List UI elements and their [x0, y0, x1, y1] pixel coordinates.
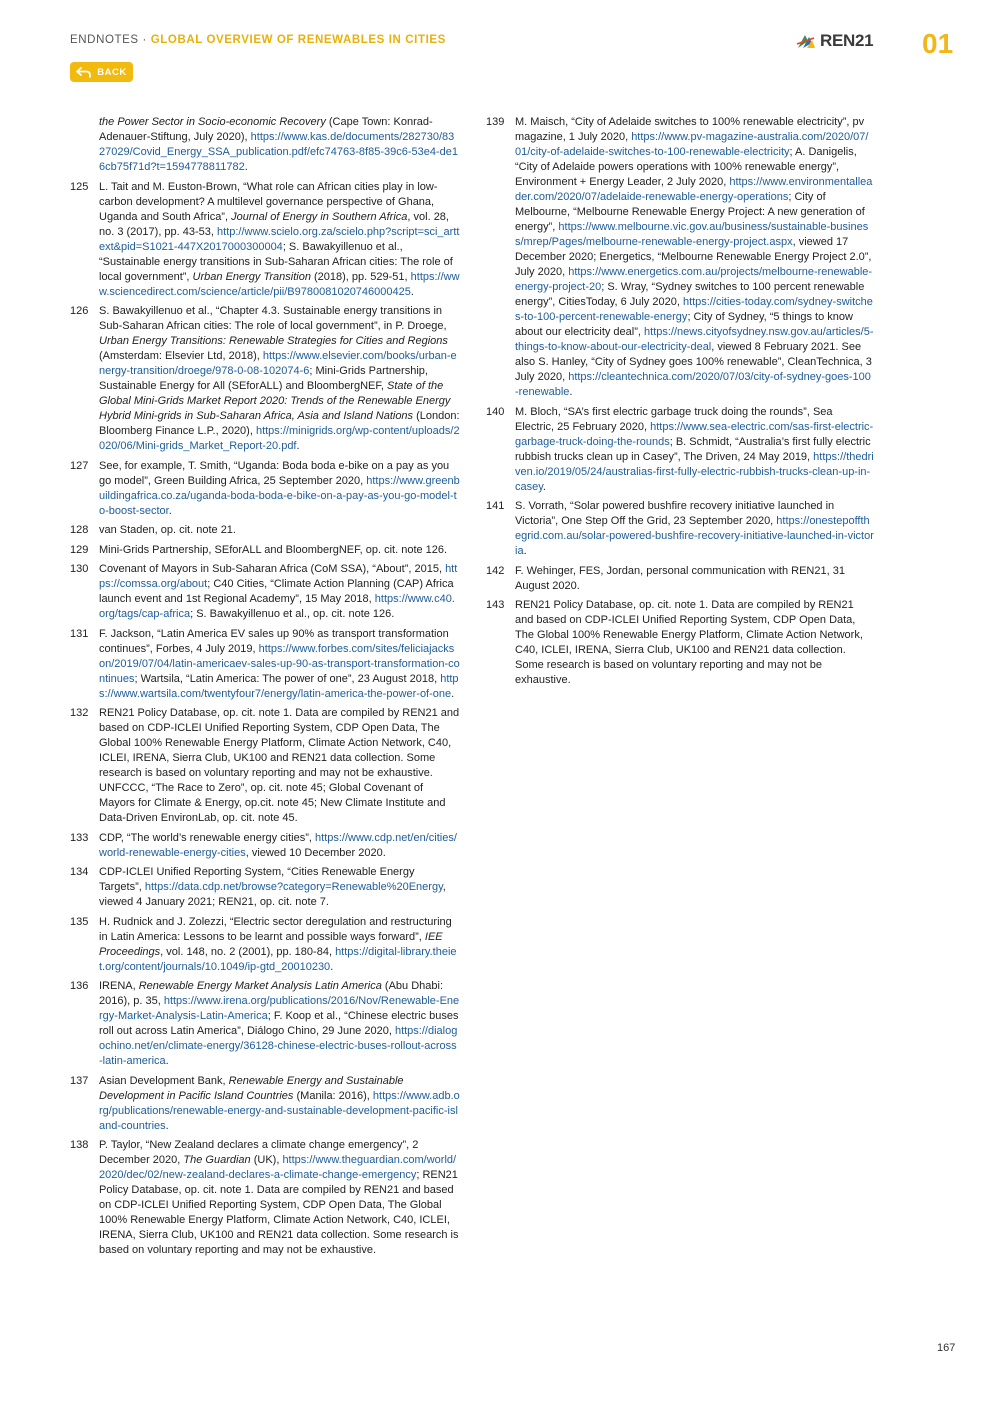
endnote-126: 126 S. Bawakyillenuo et al., “Chapter 4.3. Sustainable energy transitions in Sub-Saharan African cities: The role of local government”, in P. Droege, Urban Energy Transitions: Renewable Strategies for Cities and Regions (Amsterdam: Elsevier Ltd, 2018), https://www.elsevier.com/books/urban-energy-transition/droege/978-0-08-102074-6; Mini-Grids Partnership, Sustainable Energy for All (SEforALL) and BloombergNEF, State of the Global Mini-Grids Market Report 2020: Trends of the Renewable Energy Hybrid Mini-grids in Sub-Saharan Africa, Asia and Island Nations (London: Bloomberg Finance L.P., 2020), https://minigrids.org/wp-content/uploads/2020/06/Mini-grids_Market_Report-20.pdf.: [70, 305, 460, 452]
endnotes-column-right: [486, 115, 874, 693]
endnote-link[interactable]: https://cleantechnica.com/2020/07/03/city-of-sydney-goes-100-renewable: [515, 371, 871, 398]
endnote-number: 135: [70, 915, 89, 928]
endnote-138: 138 P. Taylor, “New Zealand declares a climate change emergency”, 2 December 2020, The Guardian (UK), https://www.theguardian.com/world/2020/dec/02/new-zealand-declares-a-climate-change-emergency; REN21 Policy Database, op. cit. note 1. Data are compiled by REN21 and based on CDP-ICLEI Unified Reporting System, CDP Open Data, The Global 100% Renewable Energy Platform, Climate Action Network, C40, ICLEI, IRENA, Sierra Club, UK100 and REN21 data collection. Some research is based on voluntary reporting and may not be exhaustive.: [70, 1139, 459, 1256]
endnote-134: 134 CDP-ICLEI Unified Reporting System, “Cities Renewable Energy Targets”, https://data.cdp.net/browse?category=Renewable%20Energy, viewed 4 January 2021; REN21, op. cit. note 7.: [70, 866, 446, 908]
page-number: 167: [937, 1342, 956, 1354]
endnote-number: 127: [70, 459, 89, 472]
endnote-link[interactable]: https://www.environmentalleader.com/2020/07/adelaide-renewable-energy-operations: [515, 176, 873, 203]
endnote-number: 143: [486, 599, 505, 611]
endnote-link[interactable]: https://www.greenbuildingafrica.co.za/uganda-boda-boda-e-bike-on-a-pay-as-you-go-model-to-boost-sector: [99, 474, 460, 517]
endnote-number: 131: [70, 627, 89, 640]
back-arrow-icon: [76, 67, 92, 78]
endnote-link[interactable]: https://thedriven.io/2019/05/24/australias-first-fully-electric-rubbish-trucks-clean-up-in-casey: [515, 450, 874, 493]
endnote-number: 126: [70, 305, 89, 317]
chapter-number: 01: [922, 28, 954, 59]
endnote-number: 132: [70, 707, 89, 719]
endnote-136: 136 IRENA, Renewable Energy Market Analysis Latin America (Abu Dhabi: 2016), p. 35, https://www.irena.org/publications/2016/Nov/Renewable-Energy-Market-Analysis-Latin-America; F. Koop et al., “Chinese electric buses roll out across Latin America”, Diálogo Chino, 29 June 2020, https://dialogochino.net/en/climate-energy/36128-chinese-electric-buses-rollout-across-latin-america.: [70, 980, 460, 1067]
endnote-125: 125 L. Tait and M. Euston-Brown, “What role can African cities play in low-carbon development? A multilevel governance perspective of Ghana, Uganda and South Africa”, Journal of Energy in Southern Africa, vol. 28, no. 3 (2017), pp. 43-53, http://www.scielo.org.za/scielo.php?script=sci_arttext&pid=S1021-447X2017000300004; S. Bawakyillenuo et al., “Sustainable energy transitions in Sub-Saharan African cities: The role of local government”, Urban Energy Transition (2018), pp. 529-51, https://www.sciencedirect.com/science/article/pii/B9780081020746000425.: [70, 180, 460, 298]
endnote-number: 141: [486, 500, 505, 512]
endnote-133: 133 CDP, “The world’s renewable energy cities”, https://www.cdp.net/en/cities/world-renewable-energy-cities, viewed 10 December 2020.: [70, 831, 457, 859]
endnote-128: 128 van Staden, op. cit. note 21.: [70, 524, 236, 536]
header-separator: ·: [138, 34, 151, 46]
back-button[interactable]: [70, 62, 133, 82]
endnote-link[interactable]: https://www.irena.org/publications/2016/Nov/Renewable-Energy-Market-Analysis-Latin-America: [99, 995, 460, 1022]
endnote-link[interactable]: https://www.melbourne.vic.gov.au/business/sustainable-business/mrep/Pages/melbourne-renewable-energy-project.aspx: [515, 221, 869, 248]
endnote-link[interactable]: https://www.theguardian.com/world/2020/dec/02/new-zealand-declares-a-climate-change-emergency: [99, 1154, 457, 1181]
endnote-number: 128: [70, 524, 89, 536]
endnote-link[interactable]: https://www.kas.de/documents/282730/8327029/Covid_Energy_SSA_publication.pdf/efc74763-8f85-39c6-53e4-de16cb75f71d?t=1594778811782: [99, 131, 458, 173]
endnote-143: 143 REN21 Policy Database, op. cit. note 1. Data are compiled by REN21 and based on CDP-ICLEI Unified Reporting System, CDP Open Data, The Global 100% Renewable Energy Platform, Climate Action Network, C40, ICLEI, IRENA, Sierra Club, UK100 and REN21 data collection. Some research is based on voluntary reporting and may not be exhaustive.: [486, 599, 863, 686]
endnote-140: 140 M. Bloch, “SA’s first electric garbage truck doing the rounds”, Sea Electric, 25 February 2020, https://www.sea-electric.com/sas-first-electric-garbage-truck-doing-the-rounds; B. Schmidt, “Australia’s first fully electric rubbish trucks clean up in Casey”, The Driven, 24 May 2019, https://thedriven.io/2019/05/24/australias-first-fully-electric-rubbish-trucks-clean-up-in-casey.: [486, 405, 874, 493]
endnote-link[interactable]: https://www.c40.org/tags/cap-africa: [99, 593, 455, 620]
endnote-link[interactable]: https://data.cdp.net/browse?category=Renewable%20Energy: [144, 881, 443, 893]
endnote-link[interactable]: https://www.energetics.com.au/projects/melbourne-renewable-energy-project-20: [515, 266, 873, 293]
endnote-141: 141 S. Vorrath, “Solar powered bushfire recovery initiative launched in Victoria”, One Step Off the Grid, 23 September 2020, https://onestepoffthegrid.com.au/solar-powered-bushfire-recovery-initiative-launched-in-victoria.: [486, 500, 874, 557]
endnote-number: 125: [70, 180, 89, 193]
endnote-135: 135 H. Rudnick and J. Zolezzi, “Electric sector deregulation and restructuring in Latin America: Lessons to be learnt and possible ways forward”, IEE Proceedings, vol. 148, no. 2 (2001), pp. 180-84, https://digital-library.theiet.org/content/journals/10.1049/ip-gtd_20010230.: [70, 915, 457, 973]
endnote-130: 130 Covenant of Mayors in Sub-Saharan Africa (CoM SSA), “About”, 2015, https://comssa.org/about; C40 Cities, “Climate Action Planning (CAP) Africa launch event and 1st Regional Academy”, 15 May 2018, https://www.c40.org/tags/cap-africa; S. Bawakyillenuo et al., op. cit. note 126.: [70, 563, 458, 620]
ren21-logo-icon: [796, 32, 816, 50]
section-title: GLOBAL OVERVIEW OF RENEWABLES IN CITIES: [150, 34, 446, 46]
ren21-logo: [796, 31, 873, 51]
endnote-link[interactable]: https://www.wartsila.com/twentyfour7/energy/latin-america-the-power-of-one: [99, 672, 459, 700]
endnotes-column-left: [70, 115, 460, 1263]
logo-text: REN21: [820, 31, 874, 50]
endnote-127: 127 See, for example, T. Smith, “Uganda: Boda boda e-bike on a pay as you go model”, Green Building Africa, 25 September 2020, https://www.greenbuildingafrica.co.za/uganda-boda-boda-e-bike-on-a-pay-as-you-go-model-to-boost-sector.: [70, 459, 460, 517]
endnote-number: 140: [486, 405, 505, 418]
endnote-link[interactable]: https://news.cityofsydney.nsw.gov.au/articles/5-things-to-know-about-our-electricity-deal: [515, 326, 874, 353]
endnote-link[interactable]: http://www.scielo.org.za/scielo.php?script=sci_arttext&pid=S1021-447X2017000300004: [99, 225, 460, 253]
endnote-number: 142: [486, 564, 505, 577]
endnote-link[interactable]: https://www.pv-magazine-australia.com/2020/07/01/city-of-adelaide-switches-to-100-renewable-electricity: [515, 131, 869, 158]
endnote-number: 133: [70, 831, 89, 844]
endnote-129: 129 Mini-Grids Partnership, SEforALL and BloombergNEF, op. cit. note 126.: [70, 543, 448, 556]
endnote-number: 137: [70, 1074, 89, 1087]
endnote-link[interactable]: https://onestepoffthegrid.com.au/solar-powered-bushfire-recovery-initiative-launched-in-victoria: [515, 515, 874, 557]
endnote-number: 138: [70, 1139, 89, 1151]
endnote-link[interactable]: https://cities-today.com/sydney-switches-to-100-percent-renewable-energy: [515, 296, 873, 323]
endnote-link[interactable]: https://dialogochino.net/en/climate-energy/36128-chinese-electric-buses-rollout-across-latin-america: [99, 1025, 458, 1067]
endnote-number: 136: [70, 980, 89, 992]
back-button-label: BACK: [97, 66, 127, 78]
endnote-link[interactable]: https://www.sciencedirect.com/science/article/pii/B9780081020746000425: [99, 270, 460, 298]
endnote-link[interactable]: https://comssa.org/about: [99, 563, 458, 590]
endnote-number: 129: [70, 543, 89, 556]
endnote-139: 139 M. Maisch, “City of Adelaide switches to 100% renewable electricity”, pv magazine, 1 July 2020, https://www.pv-magazine-australia.com/2020/07/01/city-of-adelaide-switches-to-100-renewable-electricity; A. Danigelis, “City of Adelaide powers operations with 100% renewable energy”, Environment + Energy Leader, 2 July 2020, https://www.environmentalleader.com/2020/07/adelaide-renewable-energy-operations; City of Melbourne, “Melbourne Renewable Energy Project: A new generation of energy”, https://www.melbourne.vic.gov.au/business/sustainable-business/mrep/Pages/melbourne-renewable-energy-project.aspx, viewed 17 December 2020; Energetics, “Melbourne Renewable Energy Project 2.0”, July 2020, https://www.energetics.com.au/projects/melbourne-renewable-energy-project-20; S. Wray, “Sydney switches to 100 percent renewable energy”, CitiesToday, 6 July 2020, https://cities-today.com/sydney-switches-to-100-percent-renewable-energy; City of Sydney, “5 things to know about our electricity deal”, https://news.cityofsydney.nsw.gov.au/articles/5-things-to-know-about-our-electricity-deal, viewed 8 February 2021. See also S. Hanley, “City of Sydney goes 100% renewable”, CleanTechnica, 3 July 2020, https://cleantechnica.com/2020/07/03/city-of-sydney-goes-100-renewable.: [486, 116, 874, 398]
endnote-142: 142 F. Wehinger, FES, Jordan, personal communication with REN21, 31 August 2020.: [486, 564, 845, 592]
endnote-link[interactable]: https://www.elsevier.com/books/urban-energy-transition/droege/978-0-08-102074-6: [99, 350, 457, 377]
endnote-link[interactable]: https://minigrids.org/wp-content/uploads/2020/06/Mini-grids_Market_Report-20.pdf: [99, 425, 460, 452]
running-header: [70, 34, 446, 46]
endnote-link[interactable]: https://digital-library.theiet.org/content/journals/10.1049/ip-gtd_20010230: [99, 945, 457, 973]
endnote-continued: the Power Sector in Socio-economic Recovery (Cape Town: Konrad-Adenauer-Stiftung, July 2020), https://www.kas.de/documents/282730/8327029/Covid_Energy_SSA_publication.pdf/efc74763-8f85-39c6-53e4-de16cb75f71d?t=1594778811782.: [99, 116, 458, 173]
endnote-link[interactable]: https://www.adb.org/publications/renewable-energy-and-sustainable-development-pacific-island-countries: [99, 1089, 460, 1132]
endnote-number: 130: [70, 563, 89, 575]
endnote-number: 134: [70, 866, 89, 878]
endnote-131: 131 F. Jackson, “Latin America EV sales up 90% as transport transformation continues”, Forbes, 4 July 2019, https://www.forbes.com/sites/feliciajackson/2019/07/04/latin-americaev-sales-up-90-as-transport-transformation-continues; Wartsila, “Latin America: The power of one”, 23 August 2018, https://www.wartsila.com/twentyfour7/energy/latin-america-the-power-of-one.: [70, 627, 460, 700]
endnote-link[interactable]: https://www.forbes.com/sites/feliciajackson/2019/07/04/latin-americaev-sales-up-90-as-transport-transformation-continues: [99, 642, 460, 685]
section-label: ENDNOTES: [70, 34, 139, 46]
endnote-link[interactable]: https://www.cdp.net/en/cities/world-renewable-energy-cities: [99, 831, 457, 859]
endnote-137: 137 Asian Development Bank, Renewable Energy and Sustainable Development in Pacific Island Countries (Manila: 2016), https://www.adb.org/publications/renewable-energy-and-sustainable-development-pacific-island-countries.: [70, 1074, 460, 1132]
endnote-number: 139: [486, 116, 505, 128]
endnote-132: 132 REN21 Policy Database, op. cit. note 1. Data are compiled by REN21 and based on CDP-ICLEI Unified Reporting System, CDP Open Data, The Global 100% Renewable Energy Platform, Climate Action Network, C40, ICLEI, IRENA, Sierra Club, UK100 and REN21 data collection. Some research is based on voluntary reporting and may not be exhaustive. UNFCCC, “The Race to Zero”, op. cit. note 45; Global Covenant of Mayors for Climate & Energy, op.cit. note 45; New Climate Institute and Data-Driven EnvironLab, op. cit. note 45.: [70, 707, 460, 824]
endnote-link[interactable]: https://www.sea-electric.com/sas-first-electric-garbage-truck-doing-the-rounds: [515, 420, 874, 448]
